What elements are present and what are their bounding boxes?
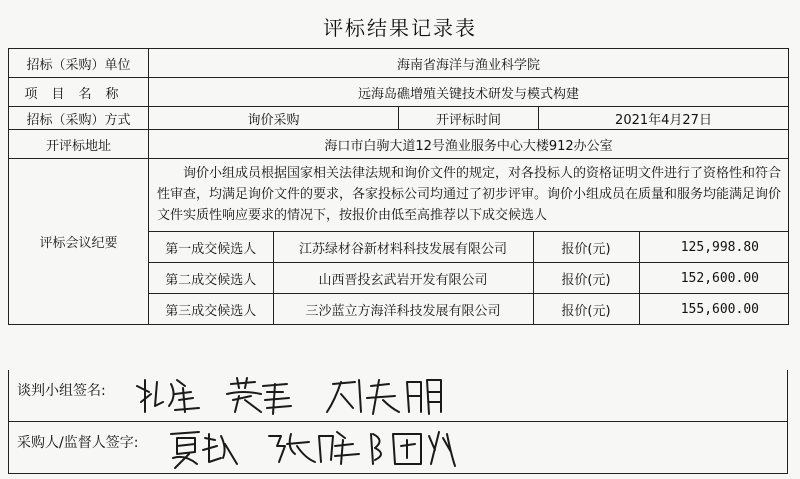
panel-signature-label: 谈判小组签名:: [17, 383, 106, 399]
candidate-company: 江苏绿材谷新材料科技发展有限公司: [273, 232, 533, 263]
minutes-row: [9, 159, 789, 325]
time-label: 开评标时间: [399, 107, 539, 130]
document-title: 评标结果记录表: [323, 16, 477, 40]
buyer-signature-label: 采购人/监督人签字:: [17, 435, 139, 451]
candidate-rank: 第三成交候选人: [149, 294, 273, 325]
price-value: 125,998.80: [639, 232, 789, 263]
candidate-rank: 第一成交候选人: [149, 232, 273, 263]
minutes-label: 评标会议纪要: [9, 159, 149, 325]
project-label: 项目名称: [9, 78, 149, 107]
candidates-table: [149, 231, 789, 324]
unit-label: 招标（采购）单位: [9, 49, 149, 78]
method-value: 询价采购: [149, 107, 399, 130]
price-label: 报价(元): [533, 263, 639, 294]
price-label: 报价(元): [533, 294, 639, 325]
minutes-content: [149, 159, 789, 325]
time-value: 2021年4月27日: [539, 107, 789, 130]
method-label: 招标（采购）方式: [9, 107, 149, 130]
candidate-company: 山西晋投玄武岩开发有限公司: [273, 263, 533, 294]
location-value: 海口市白驹大道12号渔业服务中心大楼912办公室: [149, 130, 789, 159]
project-row: [9, 78, 789, 107]
minutes-text: 询价小组成员根据国家相关法律法规和询价文件的规定，对各投标人的资格证明文件进行了资格性和符合性审查，均满足询价文件的要求，各家投标公司均通过了初步评审。询价小组成员在质量和服务均能满足询价文件实质性响应要求的情况下，按报价由低至高推荐以下成交候选人: [157, 166, 782, 223]
candidate-row: [149, 294, 789, 325]
panel-handwritten-signatures: [127, 372, 457, 420]
location-label: 开评标地址: [9, 130, 149, 159]
unit-value: 海南省海洋与渔业科学院: [149, 49, 789, 78]
panel-signature-block: [8, 370, 788, 422]
buyer-handwritten-signatures: [159, 424, 459, 472]
method-row: [9, 107, 789, 130]
candidate-row: [149, 263, 789, 294]
unit-row: [9, 49, 789, 78]
project-value: 远海岛礁增殖关键技术研发与模式构建: [149, 78, 789, 107]
price-value: 152,600.00: [639, 263, 789, 294]
evaluation-form: [8, 48, 789, 325]
candidate-rank: 第二成交候选人: [149, 263, 273, 294]
price-label: 报价(元): [533, 232, 639, 263]
location-row: [9, 130, 789, 159]
candidate-row: [149, 232, 789, 263]
candidate-company: 三沙蓝立方海洋科技发展有限公司: [273, 294, 533, 325]
buyer-signature-block: [8, 422, 788, 474]
price-value: 155,600.00: [639, 294, 789, 325]
